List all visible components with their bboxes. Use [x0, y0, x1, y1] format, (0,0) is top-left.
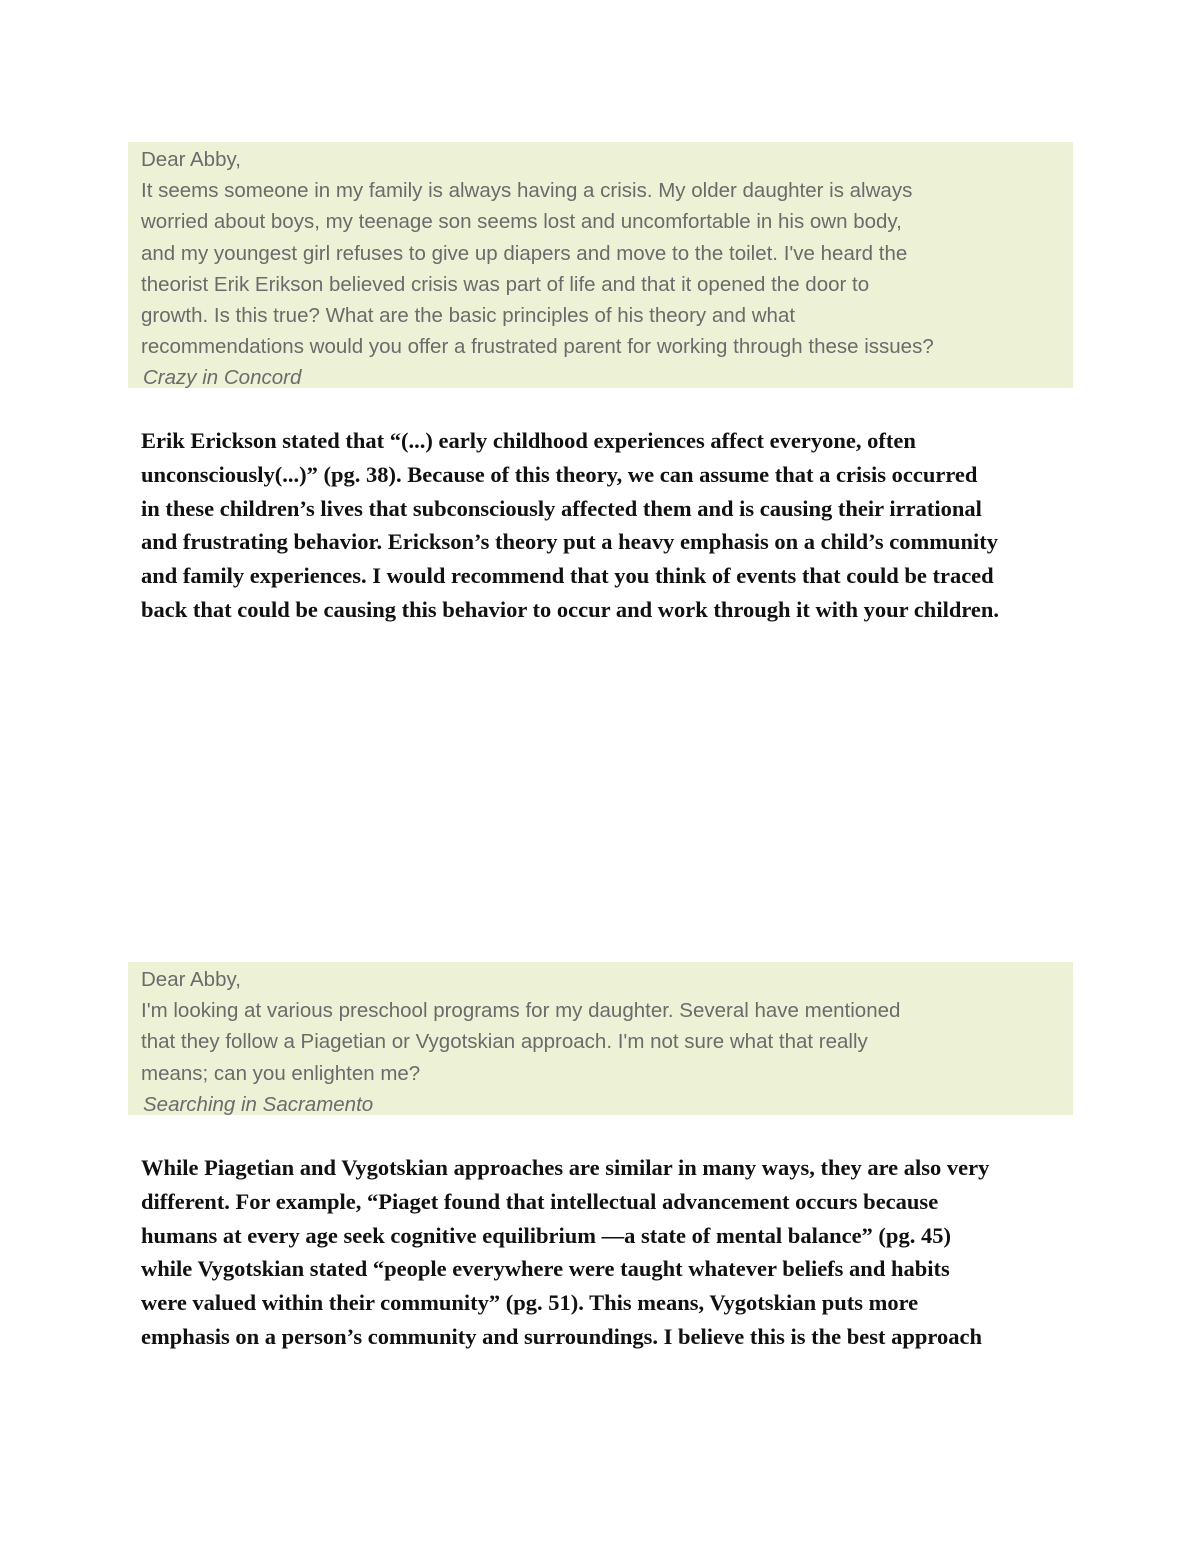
letter-greeting: Dear Abby,: [141, 968, 241, 991]
response-line: while Vygotskian stated “people everywhere were taught whatever beliefs and habits: [141, 1256, 950, 1282]
response-line: and family experiences. I would recommend that you think of events that could be traced: [141, 563, 994, 589]
letter-line: means; can you enlighten me?: [141, 1061, 421, 1085]
response-line: were valued within their community” (pg. 51). This means, Vygotskian puts more: [141, 1290, 919, 1316]
response-paragraph-2: [141, 1151, 1081, 1354]
letter-box-2: [128, 962, 1073, 1115]
response-line: and frustrating behavior. Erickson’s theory put a heavy emphasis on a child’s community: [141, 529, 998, 555]
letter-signature: Searching in Sacramento: [143, 1092, 374, 1116]
letter-line: It seems someone in my family is always having a crisis. My older daughter is always: [141, 179, 913, 203]
response-line: unconsciously(...)” (pg. 38). Because of this theory, we can assume that a crisis occurred: [141, 461, 978, 487]
letter-line: recommendations would you offer a frustrated parent for working through these issues?: [141, 335, 934, 359]
response-paragraph-1: [141, 424, 1081, 627]
response-line: in these children’s lives that subconsciously affected them and is causing their irrational: [141, 495, 982, 521]
letter-line: theorist Erik Erikson believed crisis was part of life and that it opened the door to: [141, 272, 870, 296]
response-line: humans at every age seek cognitive equilibrium —a state of mental balance” (pg. 45): [141, 1222, 951, 1248]
letter-line: growth. Is this true? What are the basic principles of his theory and what: [141, 304, 796, 328]
letter-greeting: Dear Abby,: [141, 148, 241, 171]
letter-line: I'm looking at various preschool programs for my daughter. Several have mentioned: [141, 999, 901, 1023]
letter-box-1: [128, 142, 1073, 388]
response-line: different. For example, “Piaget found that intellectual advancement occurs because: [141, 1188, 939, 1214]
letter-line: that they follow a Piagetian or Vygotskian approach. I'm not sure what that really: [141, 1030, 868, 1054]
response-line: While Piagetian and Vygotskian approaches are similar in many ways, they are also very: [141, 1155, 990, 1180]
response-line: Erik Erickson stated that “(...) early childhood experiences affect everyone, often: [141, 428, 916, 453]
response-line: back that could be causing this behavior to occur and work through it with your children.: [141, 596, 1000, 622]
letter-line: and my youngest girl refuses to give up diapers and move to the toilet. I've heard the: [141, 241, 908, 265]
letter-signature: Crazy in Concord: [143, 366, 302, 390]
letter-line: worried about boys, my teenage son seems lost and uncomfortable in his own body,: [141, 210, 902, 234]
response-line: emphasis on a person’s community and surroundings. I believe this is the best approach: [141, 1323, 982, 1349]
